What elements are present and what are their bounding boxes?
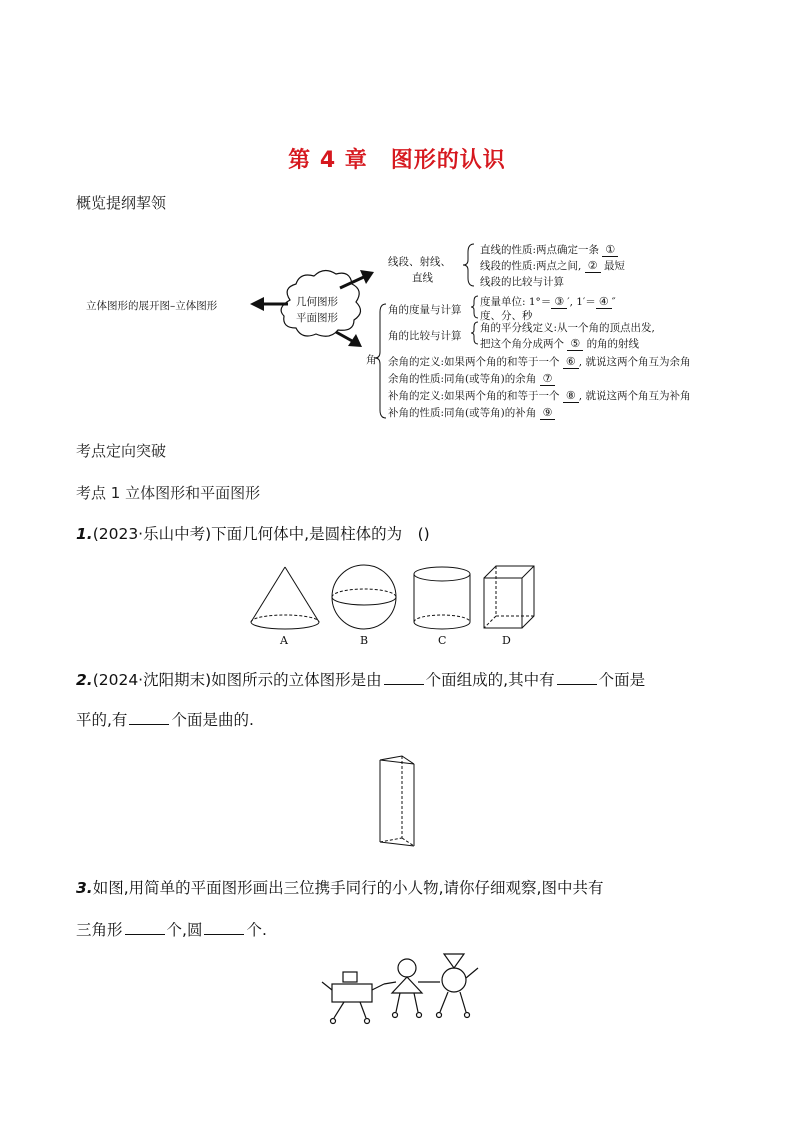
supplement-prop: 补角的性质:同角(或等角)的补角 ⑨ <box>388 405 555 420</box>
branch-lines-top: 线段、射线、 <box>388 256 451 268</box>
answer-blank[interactable] <box>125 920 165 935</box>
angle-label: 角 <box>366 354 377 366</box>
stick-figures <box>322 954 478 1024</box>
line-property-1: 直线的性质:两点确定一条 ① <box>480 242 618 257</box>
answer-blank[interactable] <box>204 920 244 935</box>
units-row1: 度量单位: 1°＝ ③ ′, 1′＝ ④ ″ <box>480 295 616 308</box>
answer-blank[interactable] <box>384 670 424 685</box>
arrow-downright-line <box>336 332 354 342</box>
line-property-3: 线段的比较与计算 <box>480 276 564 288</box>
brace-compare <box>471 322 478 344</box>
mindmap-center-bottom: 平面图形 <box>296 312 338 324</box>
option-d-label: D <box>502 634 511 647</box>
question-3-line2: 三角形 个,圆 个. <box>76 921 267 939</box>
option-a-label: A <box>280 634 288 647</box>
brace-lines <box>463 244 474 286</box>
question-3-line1: 3.如图,用简单的平面图形画出三位携手同行的小人物,请你仔细观察,图中共有 <box>76 879 604 897</box>
section-point1: 考点 1 立体图形和平面图形 <box>76 484 261 502</box>
question-1: 1.(2023·乐山中考)下面几何体中,是圆柱体的为 () <box>76 525 430 543</box>
brace-measure <box>471 296 478 318</box>
angle-compare: 角的比较与计算 <box>388 330 462 342</box>
section-breakthrough: 考点定向突破 <box>76 442 167 460</box>
answer-blank[interactable] <box>129 710 169 725</box>
prism-figure <box>380 756 414 846</box>
cone-figure <box>251 567 319 629</box>
units-row2: 度、分、秒 <box>480 310 533 322</box>
complement-def: 余角的定义:如果两个角的和等于一个 ⑥ , 就说这两个角互为余角 <box>388 355 691 368</box>
arrow-left-head <box>250 297 264 311</box>
line-property-2: 线段的性质:两点之间, ② 最短 <box>480 259 625 272</box>
supplement-def: 补角的定义:如果两个角的和等于一个 ⑧ , 就说这两个角互为补角 <box>388 389 691 402</box>
mindmap-left-text: 立体图形的展开图–立体图形 <box>86 300 218 312</box>
question-2-line2: 平的,有 个面是曲的. <box>76 711 254 729</box>
sphere-figure <box>332 565 396 629</box>
bisector-row1: 角的平分线定义:从一个角的顶点出发, <box>480 322 655 334</box>
answer-blank[interactable] <box>557 670 597 685</box>
cylinder-figure <box>414 567 470 629</box>
complement-prop: 余角的性质:同角(或等角)的余角 ⑦ <box>388 371 555 386</box>
option-c-label: C <box>438 634 447 647</box>
mindmap-center-top: 几何图形 <box>296 296 338 308</box>
bisector-row2: 把这个角分成两个 ⑤ 的角的射线 <box>480 337 640 350</box>
branch-lines-bottom: 直线 <box>412 272 433 284</box>
section-overview: 概览提纲挈领 <box>76 194 167 212</box>
page-title: 第 4 章 图形的认识 <box>288 148 506 173</box>
cuboid-figure <box>484 566 534 628</box>
option-b-label: B <box>360 634 369 647</box>
question-2-line1: 2.(2024·沈阳期末)如图所示的立体图形是由 个面组成的,其中有 个面是 <box>76 671 646 689</box>
angle-measure: 角的度量与计算 <box>388 304 462 316</box>
